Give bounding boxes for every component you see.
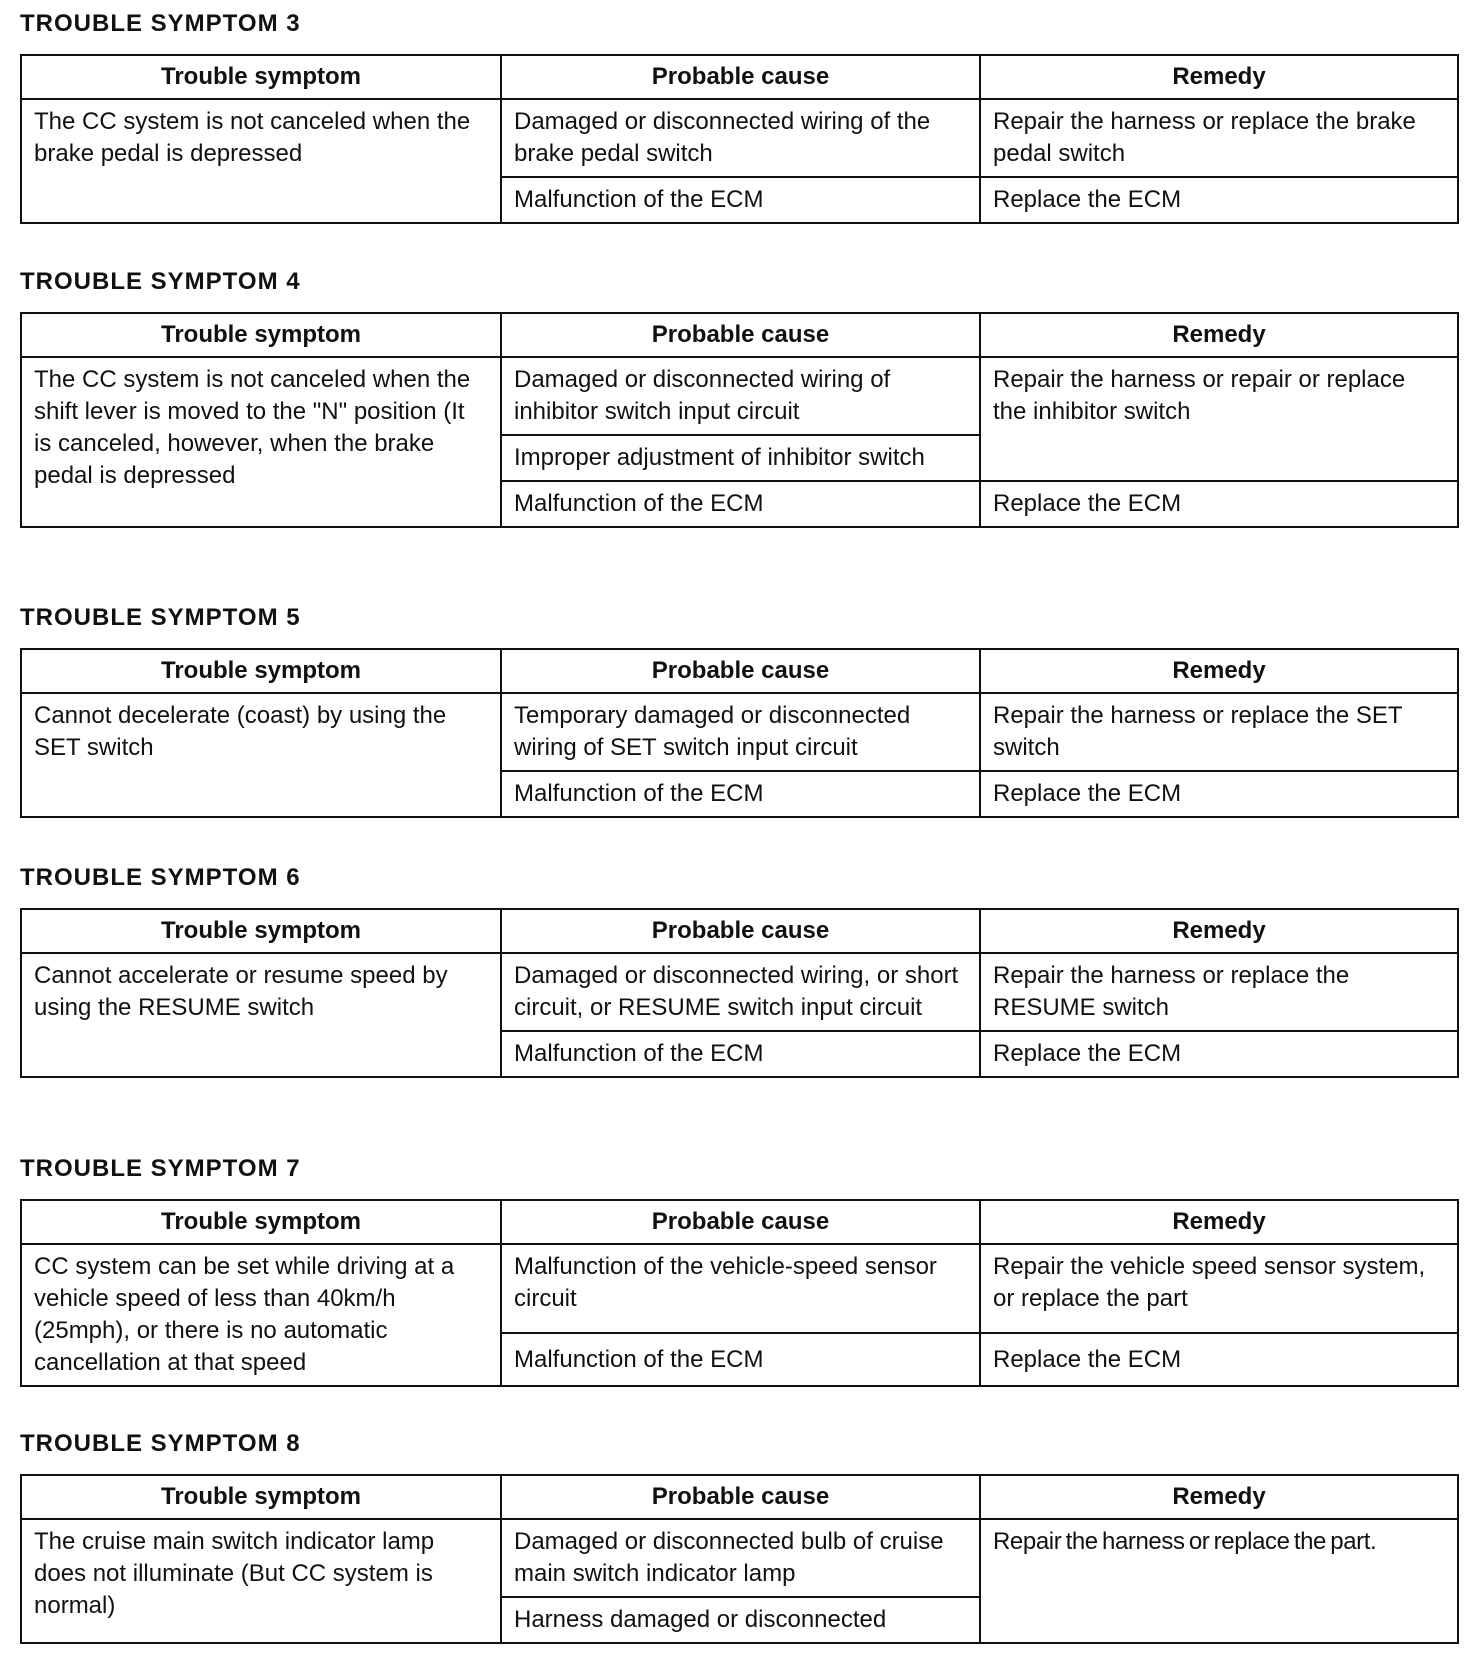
trouble-table <box>20 1474 1459 1644</box>
table-row <box>21 99 1458 177</box>
trouble-symptom-5-section <box>20 602 1457 818</box>
table-row <box>21 1244 1458 1333</box>
remedy-cell: Replace the ECM <box>980 481 1458 527</box>
cause-cell: Damaged or disconnected bulb of cruise main switch indicator lamp <box>501 1519 980 1597</box>
table-row <box>21 357 1458 435</box>
cause-cell: Damaged or disconnected wiring of inhibitor switch input circuit <box>501 357 980 435</box>
header-remedy: Remedy <box>980 313 1458 357</box>
symptom-cell: The cruise main switch indicator lamp does not illuminate (But CC system is normal) <box>21 1519 501 1643</box>
remedy-cell: Repair the harness or replace the SET switch <box>980 693 1458 771</box>
cause-cell: Temporary damaged or disconnected wiring of SET switch input circuit <box>501 693 980 771</box>
table-row <box>21 1519 1458 1597</box>
section-title: TROUBLE SYMPTOM 7 <box>20 1155 301 1182</box>
header-cause: Probable cause <box>501 649 980 693</box>
header-remedy: Remedy <box>980 1475 1458 1519</box>
table-header-row <box>21 649 1458 693</box>
header-remedy: Remedy <box>980 1200 1458 1244</box>
header-cause: Probable cause <box>501 55 980 99</box>
remedy-cell: Repair the harness or replace the part. <box>980 1519 1458 1643</box>
table-row <box>21 693 1458 771</box>
remedy-cell: Replace the ECM <box>980 177 1458 223</box>
trouble-symptom-7-section <box>20 1153 1457 1387</box>
remedy-cell: Repair the harness or replace the RESUME switch <box>980 953 1458 1031</box>
cause-cell: Harness damaged or disconnected <box>501 1597 980 1643</box>
symptom-cell: The CC system is not canceled when the shift lever is moved to the "N" position (It is canceled, however, when the brake pedal is depressed <box>21 357 501 527</box>
section-title: TROUBLE SYMPTOM 5 <box>20 604 301 631</box>
remedy-cell: Repair the harness or replace the brake pedal switch <box>980 99 1458 177</box>
table-row <box>21 953 1458 1031</box>
header-cause: Probable cause <box>501 1475 980 1519</box>
remedy-cell: Replace the ECM <box>980 1333 1458 1386</box>
symptom-cell: CC system can be set while driving at a vehicle speed of less than 40km/h (25mph), or there is no automatic cancellation at that speed <box>21 1244 501 1386</box>
trouble-symptom-3-section <box>20 8 1457 224</box>
cause-cell: Malfunction of the vehicle-speed sensor circuit <box>501 1244 980 1333</box>
header-cause: Probable cause <box>501 1200 980 1244</box>
cause-cell: Damaged or disconnected wiring, or short circuit, or RESUME switch input circuit <box>501 953 980 1031</box>
table-header-row <box>21 313 1458 357</box>
cause-cell: Malfunction of the ECM <box>501 481 980 527</box>
header-remedy: Remedy <box>980 649 1458 693</box>
header-remedy: Remedy <box>980 55 1458 99</box>
cause-cell: Malfunction of the ECM <box>501 1333 980 1386</box>
header-symptom: Trouble symptom <box>21 313 501 357</box>
header-remedy: Remedy <box>980 909 1458 953</box>
trouble-table <box>20 648 1459 818</box>
trouble-table <box>20 908 1459 1078</box>
trouble-table <box>20 54 1459 224</box>
header-symptom: Trouble symptom <box>21 909 501 953</box>
table-header-row <box>21 55 1458 99</box>
cause-cell: Improper adjustment of inhibitor switch <box>501 435 980 481</box>
section-title: TROUBLE SYMPTOM 8 <box>20 1430 301 1457</box>
trouble-symptom-6-section <box>20 862 1457 1078</box>
header-symptom: Trouble symptom <box>21 55 501 99</box>
trouble-symptom-8-section <box>20 1428 1457 1644</box>
header-symptom: Trouble symptom <box>21 649 501 693</box>
header-cause: Probable cause <box>501 313 980 357</box>
cause-cell: Malfunction of the ECM <box>501 1031 980 1077</box>
table-header-row <box>21 909 1458 953</box>
header-symptom: Trouble symptom <box>21 1200 501 1244</box>
symptom-cell: Cannot decelerate (coast) by using the SET switch <box>21 693 501 817</box>
cause-cell: Malfunction of the ECM <box>501 177 980 223</box>
symptom-cell: Cannot accelerate or resume speed by using the RESUME switch <box>21 953 501 1077</box>
section-title: TROUBLE SYMPTOM 3 <box>20 10 301 37</box>
remedy-cell: Replace the ECM <box>980 1031 1458 1077</box>
remedy-cell: Repair the vehicle speed sensor system, or replace the part <box>980 1244 1458 1333</box>
section-title: TROUBLE SYMPTOM 6 <box>20 864 301 891</box>
trouble-symptom-4-section <box>20 266 1457 528</box>
remedy-cell: Repair the harness or repair or replace the inhibitor switch <box>980 357 1458 481</box>
trouble-table <box>20 1199 1459 1387</box>
header-symptom: Trouble symptom <box>21 1475 501 1519</box>
symptom-cell: The CC system is not canceled when the brake pedal is depressed <box>21 99 501 223</box>
cause-cell: Malfunction of the ECM <box>501 771 980 817</box>
cause-cell: Damaged or disconnected wiring of the brake pedal switch <box>501 99 980 177</box>
table-header-row <box>21 1200 1458 1244</box>
table-header-row <box>21 1475 1458 1519</box>
section-title: TROUBLE SYMPTOM 4 <box>20 268 301 295</box>
trouble-table <box>20 312 1459 528</box>
remedy-cell: Replace the ECM <box>980 771 1458 817</box>
header-cause: Probable cause <box>501 909 980 953</box>
